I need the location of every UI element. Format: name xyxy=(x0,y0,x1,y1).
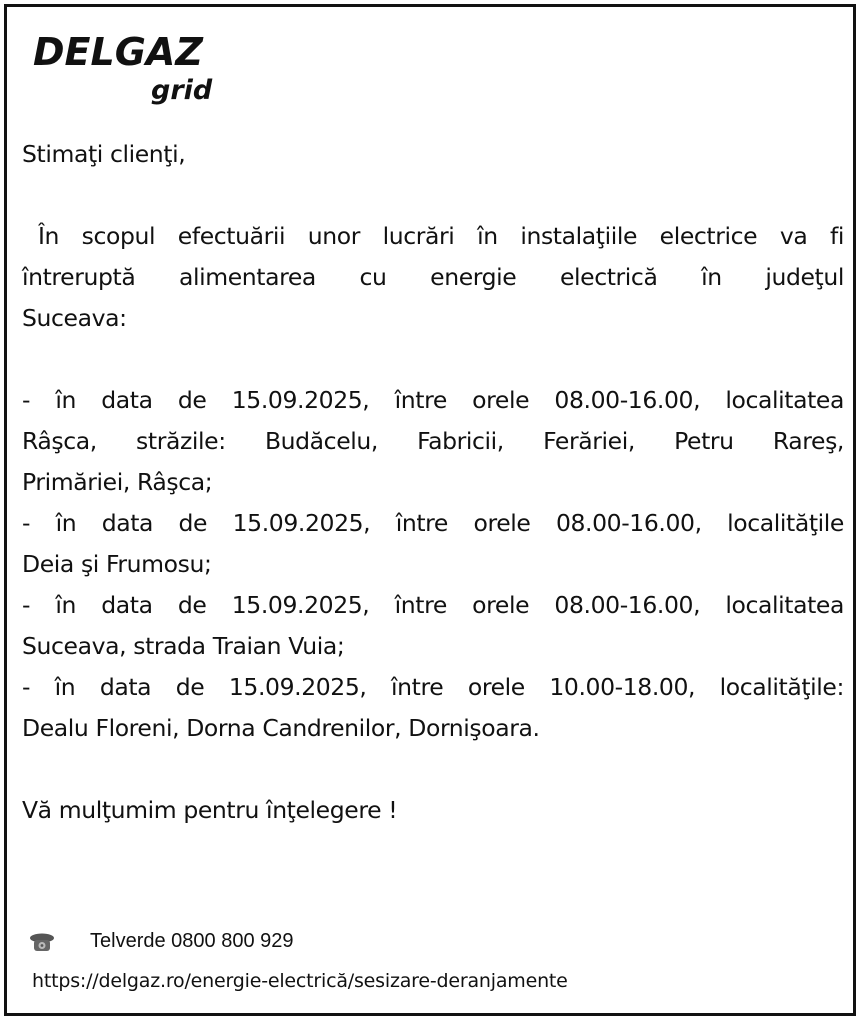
intro-line-1: În scopul efectuării unor lucrări în instalaţiile electrice va fi xyxy=(38,222,844,250)
item-1-line-2: Râşca, străzile: Budăcelu, Fabricii, Ferăriei, Petru Rareş, xyxy=(22,427,844,455)
item-1-line-1: - în data de 15.09.2025, între orele 08.00-16.00, localitatea xyxy=(22,386,844,414)
item-1-line-3: Primăriei, Râşca; xyxy=(22,468,213,496)
notice-body xyxy=(22,134,844,831)
phone-row xyxy=(22,930,842,962)
item-4-line-2: Dealu Floreni, Dorna Candrenilor, Dornişoara. xyxy=(22,714,540,742)
item-3-line-2: Suceava, strada Traian Vuia; xyxy=(22,632,345,660)
intro-line-2: întreruptă alimentarea cu energie electrică în judeţul xyxy=(22,263,844,291)
intro-line-3: Suceava: xyxy=(22,304,127,332)
item-3-line-1: - în data de 15.09.2025, între orele 08.00-16.00, localitatea xyxy=(22,591,844,619)
item-2-line-2: Deia şi Frumosu; xyxy=(22,550,212,578)
item-4-line-1: - în data de 15.09.2025, între orele 10.00-18.00, localităţile: xyxy=(22,673,844,701)
logo-main-text: DELGAZ xyxy=(33,30,203,74)
delgaz-grid-logo xyxy=(33,27,233,117)
outage-report-link[interactable]: https://delgaz.ro/energie-electrică/sesizare-deranjamente xyxy=(32,970,568,992)
item-2-line-1: - în data de 15.09.2025, între orele 08.00-16.00, localităţile xyxy=(22,509,844,537)
greeting: Stimaţi clienţi, xyxy=(22,140,186,168)
contact-block xyxy=(22,930,842,992)
logo-sub-text: grid xyxy=(151,75,213,106)
hotline-number: Telverde 0800 800 929 xyxy=(90,930,294,952)
closing-line: Vă mulţumim pentru înţelegere ! xyxy=(22,796,398,824)
telephone-icon xyxy=(28,932,56,954)
